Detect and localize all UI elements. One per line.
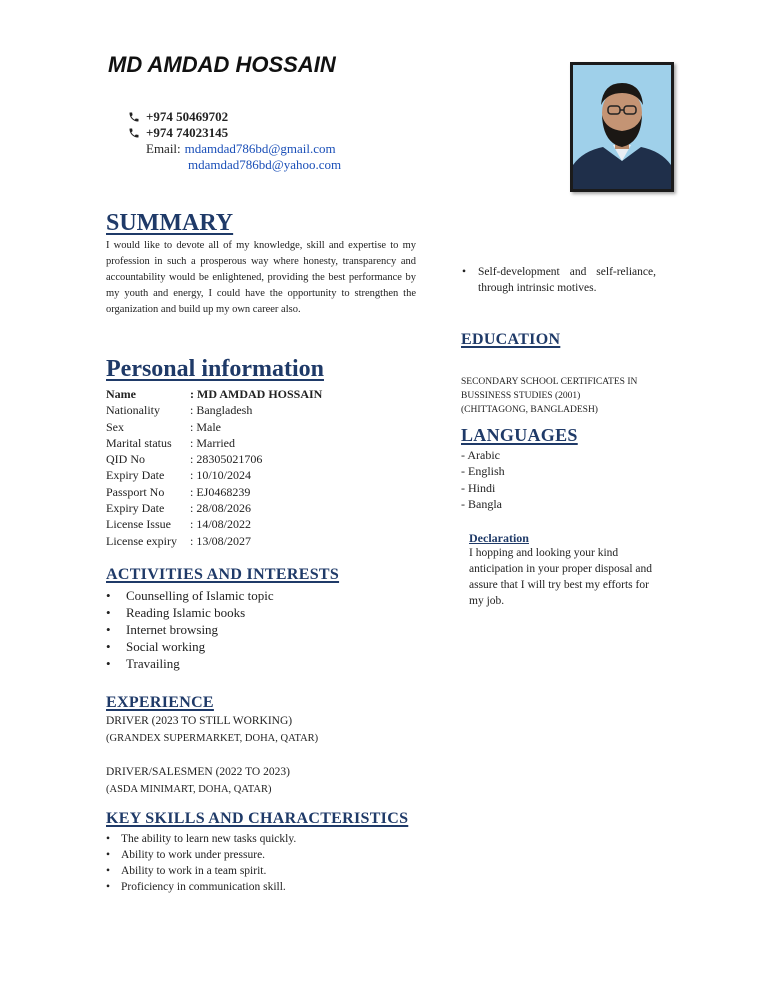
profile-photo bbox=[570, 62, 674, 192]
list-item bbox=[106, 587, 274, 604]
info-row bbox=[106, 533, 322, 549]
personal-info-table bbox=[106, 386, 322, 549]
bullet-icon: • bbox=[106, 639, 111, 654]
education-heading: EDUCATION bbox=[461, 331, 561, 348]
activity-text: Counselling of Islamic topic bbox=[126, 588, 274, 603]
declaration-text: I hopping and looking your kind anticipation in your proper disposal and assure that I will try best my efforts for my job. bbox=[469, 547, 653, 607]
phone-number-2: +974 74023145 bbox=[146, 125, 229, 140]
bullet-icon: • bbox=[106, 656, 111, 671]
skills-list bbox=[106, 831, 296, 895]
activities-list bbox=[106, 587, 274, 672]
language-item: - English bbox=[461, 464, 505, 479]
info-row bbox=[106, 516, 322, 532]
phone-row-2 bbox=[128, 125, 341, 141]
skill-text: Ability to work in a team spirit. bbox=[121, 865, 267, 877]
languages-list bbox=[461, 447, 505, 512]
language-item: - Hindi bbox=[461, 480, 496, 495]
info-row bbox=[106, 484, 322, 500]
email-link-gmail[interactable]: mdamdad786bd@gmail.com bbox=[184, 141, 336, 156]
job-title: DRIVER (2023 TO STILL WORKING) bbox=[106, 715, 293, 727]
list-item bbox=[106, 863, 296, 879]
info-row bbox=[106, 451, 322, 467]
job-place: (GRANDEX SUPERMARKET, DOHA, QATAR) bbox=[106, 733, 319, 744]
info-label: Passport No bbox=[106, 484, 165, 499]
list-item bbox=[106, 831, 296, 847]
info-row bbox=[106, 467, 322, 483]
summary-text: I would like to devote all of my knowledge, skill and expertise to my profession in such a prosperous way where honesty, transparency and accountability would be enlightened, providing the best performance by my youth and energy, I could have the opportunity to strengthen the organization and build up my own career also. bbox=[106, 240, 416, 315]
list-item bbox=[106, 604, 274, 621]
declaration-heading: Declaration bbox=[469, 531, 529, 545]
info-value: : Married bbox=[190, 435, 235, 450]
experience-heading: EXPERIENCE bbox=[106, 694, 214, 711]
activity-text: Internet browsing bbox=[126, 622, 219, 637]
email-row-2 bbox=[128, 157, 341, 173]
info-label: Expiry Date bbox=[106, 501, 165, 516]
info-row bbox=[106, 500, 322, 516]
phone-icon bbox=[128, 111, 146, 123]
list-item bbox=[106, 655, 274, 672]
info-label: License Issue bbox=[106, 517, 171, 532]
contact-block bbox=[128, 109, 341, 173]
bullet-icon: • bbox=[106, 588, 111, 603]
job-title: DRIVER/SALESMEN (2022 TO 2023) bbox=[106, 766, 290, 778]
list-item bbox=[106, 621, 274, 638]
summary-heading: SUMMARY bbox=[106, 210, 234, 236]
list-item bbox=[106, 638, 274, 655]
email-link-yahoo[interactable]: mdamdad786bd@yahoo.com bbox=[188, 157, 342, 172]
info-row bbox=[106, 419, 322, 435]
phone-icon bbox=[128, 127, 146, 139]
bullet-icon: • bbox=[106, 881, 111, 893]
info-label: Name bbox=[106, 387, 136, 401]
education-line: BUSSINESS STUDIES (2001) bbox=[461, 391, 581, 401]
info-value: : 10/10/2024 bbox=[190, 468, 252, 483]
phone-row-1 bbox=[128, 109, 341, 125]
info-row bbox=[106, 386, 322, 402]
info-row bbox=[106, 402, 322, 418]
skill-text: The ability to learn new tasks quickly. bbox=[121, 833, 297, 845]
info-label: Marital status bbox=[106, 435, 172, 450]
self-development-text: Self-development and self-reliance, through intrinsic motives. bbox=[478, 266, 656, 294]
info-value: : 28305021706 bbox=[190, 452, 263, 467]
skills-heading: KEY SKILLS AND CHARACTERISTICS bbox=[106, 810, 409, 827]
info-label: Sex bbox=[106, 419, 124, 434]
info-value: : 13/08/2027 bbox=[190, 533, 252, 548]
info-value: : 28/08/2026 bbox=[190, 501, 252, 516]
info-label: License expiry bbox=[106, 533, 177, 548]
languages-heading: LANGUAGES bbox=[461, 425, 578, 445]
bullet-icon: • bbox=[106, 849, 111, 861]
bullet-icon: • bbox=[462, 266, 467, 278]
bullet-icon: • bbox=[106, 605, 111, 620]
education-line: SECONDARY SCHOOL CERTIFICATES IN bbox=[461, 377, 638, 387]
bullet-icon: • bbox=[106, 622, 111, 637]
activities-heading: ACTIVITIES AND INTERESTS bbox=[106, 566, 340, 583]
skill-text: Proficiency in communication skill. bbox=[121, 881, 286, 893]
info-label: QID No bbox=[106, 452, 145, 467]
info-value: : Bangladesh bbox=[190, 403, 253, 418]
experience-entry bbox=[106, 764, 290, 798]
skill-text: Ability to work under pressure. bbox=[121, 849, 266, 861]
list-item bbox=[106, 847, 296, 863]
experience-entry bbox=[106, 713, 318, 747]
language-item: - Arabic bbox=[461, 448, 500, 462]
personal-info-heading: Personal information bbox=[106, 356, 324, 382]
language-item: - Bangla bbox=[461, 496, 502, 511]
bullet-icon: • bbox=[106, 833, 111, 845]
info-row bbox=[106, 435, 322, 451]
info-value: : EJ0468239 bbox=[190, 484, 251, 499]
education-text bbox=[461, 375, 637, 417]
activity-text: Reading Islamic books bbox=[126, 605, 246, 620]
job-place: (ASDA MINIMART, DOHA, QATAR) bbox=[106, 784, 272, 795]
activity-text: Travailing bbox=[126, 656, 180, 671]
candidate-name: MD AMDAD HOSSAIN bbox=[108, 52, 336, 77]
education-line: (CHITTAGONG, BANGLADESH) bbox=[461, 405, 598, 415]
email-row-1 bbox=[128, 141, 341, 157]
info-label: Expiry Date bbox=[106, 468, 165, 483]
info-label: Nationality bbox=[106, 403, 160, 418]
info-value: : Male bbox=[190, 419, 221, 434]
bullet-icon: • bbox=[106, 865, 111, 877]
email-label: Email: bbox=[146, 141, 181, 156]
list-item bbox=[106, 879, 296, 895]
activity-text: Social working bbox=[126, 639, 206, 654]
info-value: : 14/08/2022 bbox=[190, 517, 252, 532]
info-value: : MD AMDAD HOSSAIN bbox=[190, 387, 323, 401]
phone-number-1: +974 50469702 bbox=[146, 109, 229, 124]
self-development-item bbox=[462, 264, 656, 296]
